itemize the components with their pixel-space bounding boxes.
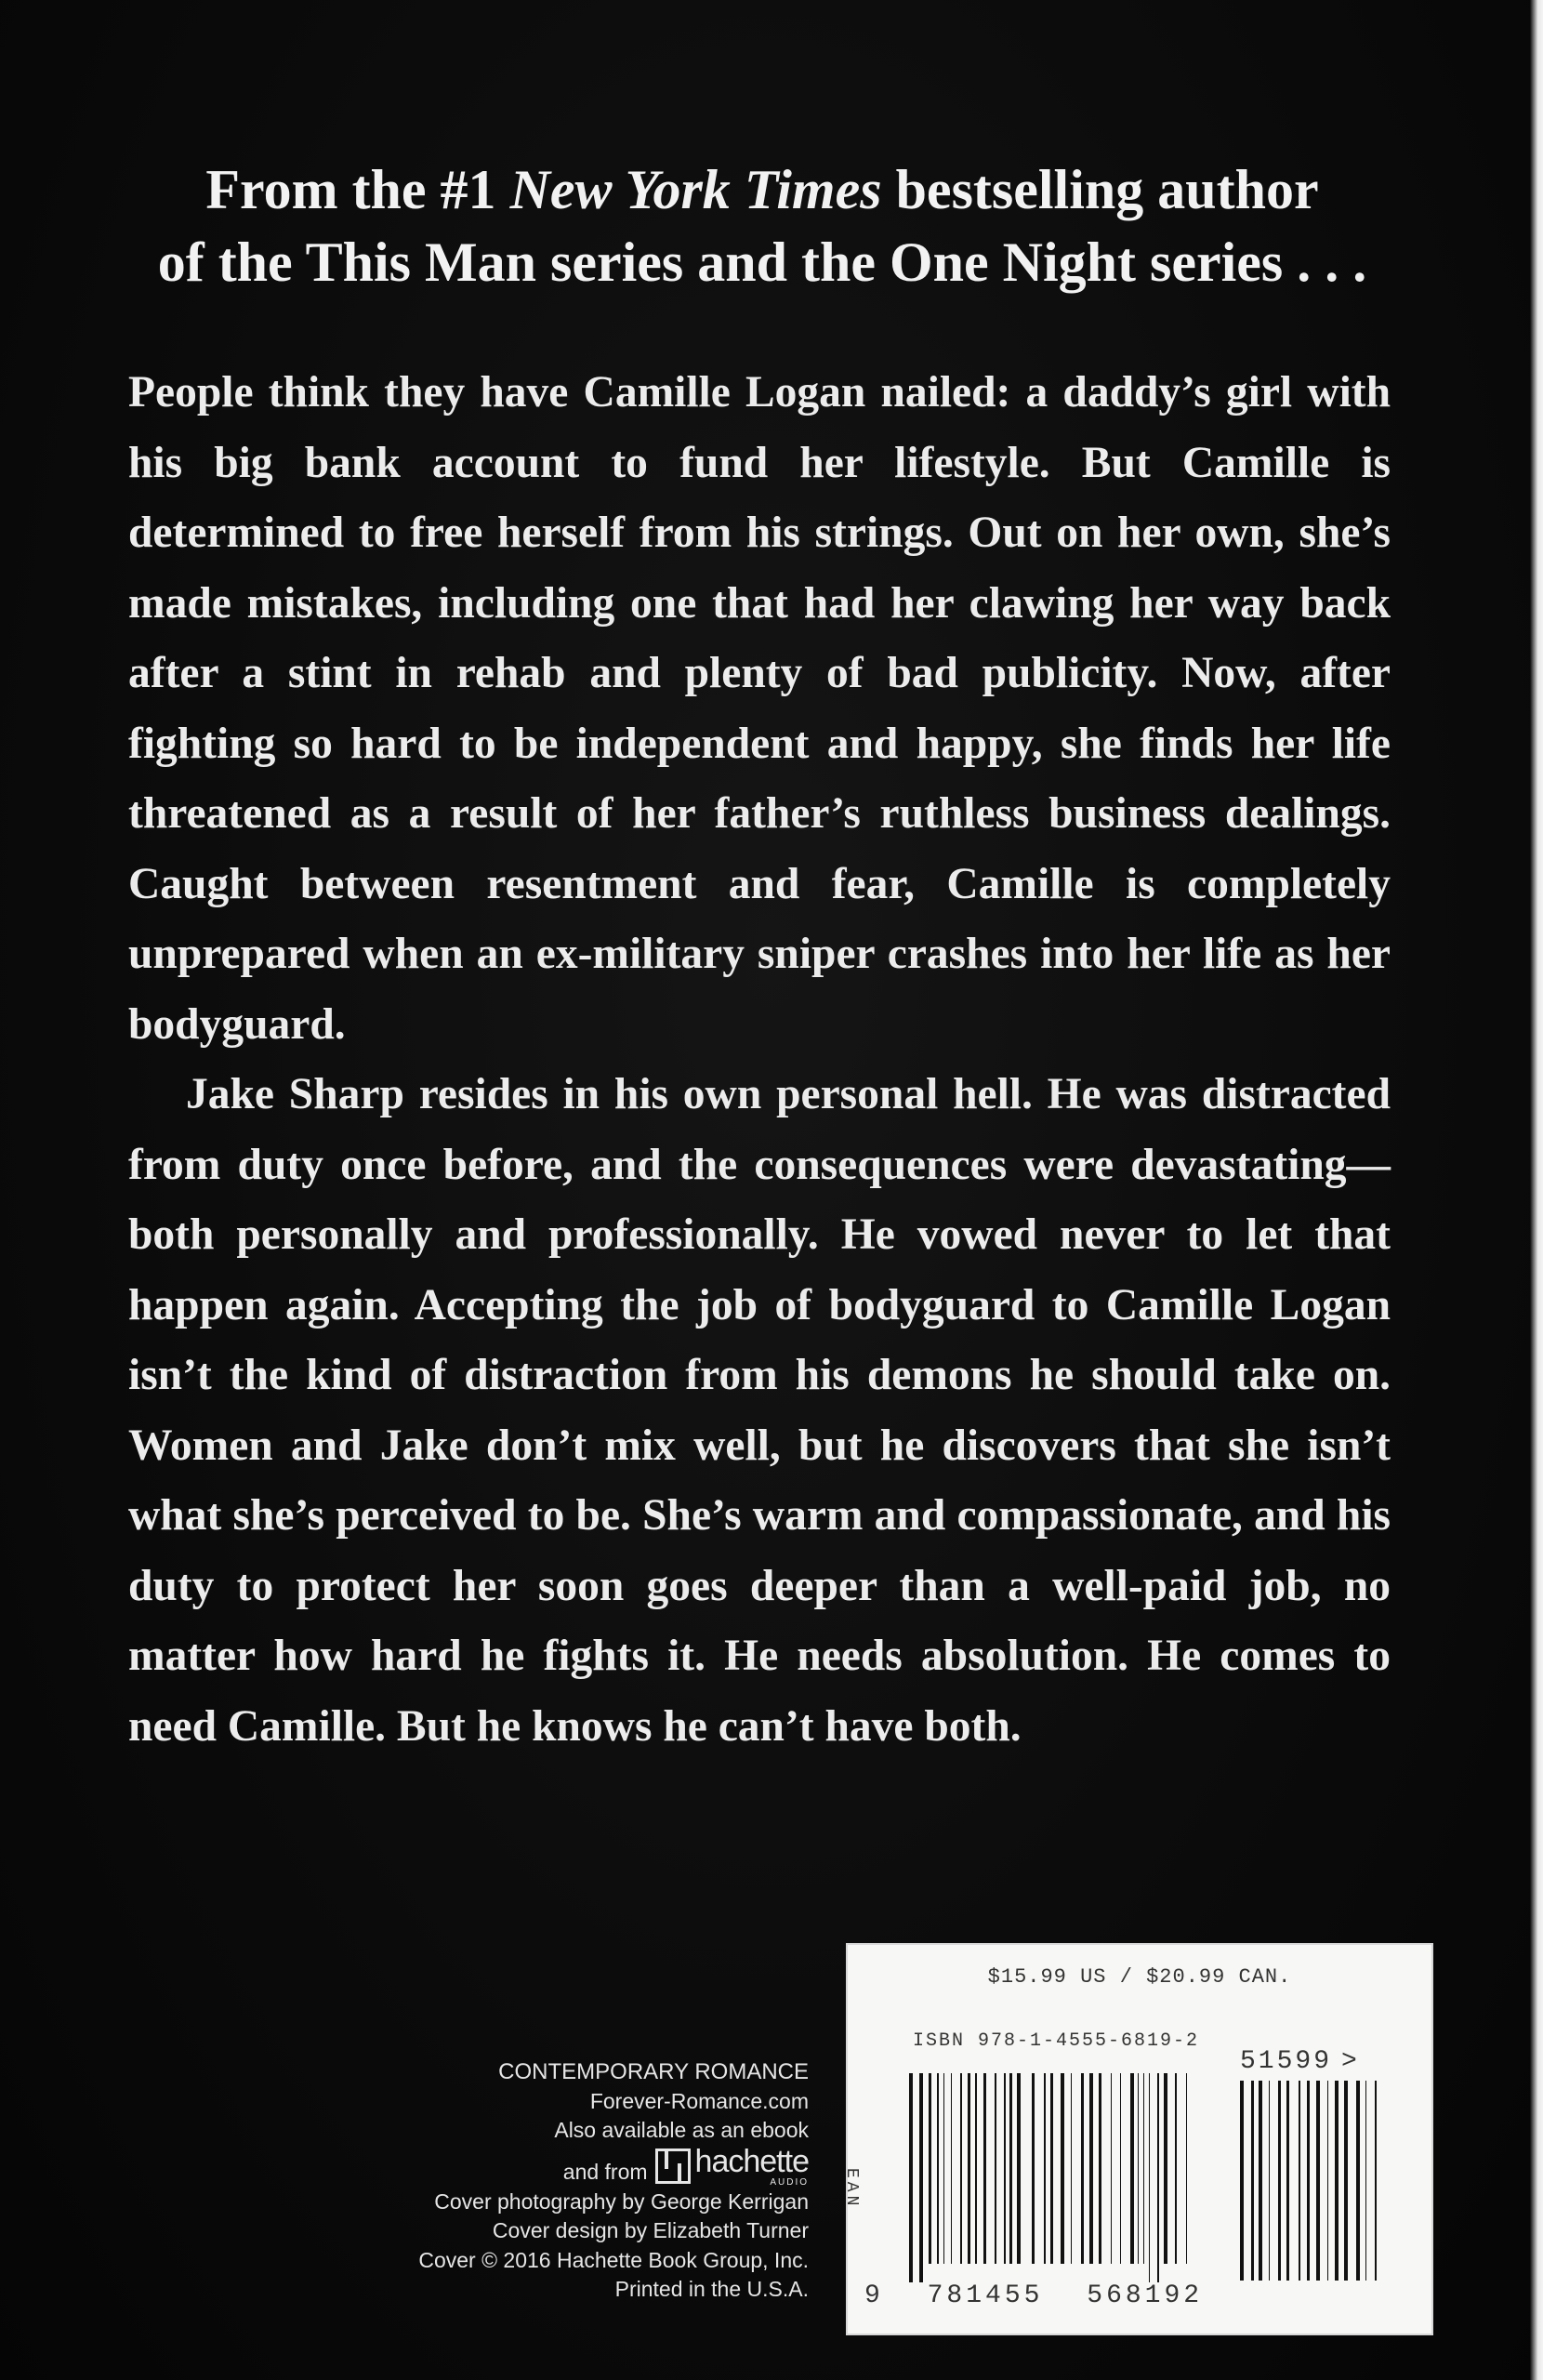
barcode-bar (1081, 2073, 1084, 2264)
logo-name: hachette (694, 2143, 809, 2179)
barcode-bar (1251, 2081, 1254, 2281)
barcode-bar (1259, 2081, 1262, 2281)
barcode-bar (1009, 2073, 1012, 2264)
price-code: 51599 > (1240, 2047, 1360, 2076)
ean-first-digit: 9 (864, 2281, 884, 2310)
barcode-bar (1186, 2073, 1187, 2264)
genre-label: CONTEMPORARY ROMANCE (498, 2059, 809, 2084)
barcode-bar (975, 2073, 977, 2264)
barcode-bar (968, 2073, 970, 2264)
blurb-paragraph-1: People think they have Camille Logan nailed: a daddy’s girl with his big bank account to fund her lifestyle. But Camille is determined to free herself from his strings. Out on her own, she’s made mistakes, including one that had her clawing her way back after a stint in rehab and plenty of bad publicity. Now, after fighting so hard to be independent and happy, she finds her life threatened as a result of her father’s ruthless business dealings. Caught between resentment and fear, Camille is completely unprepared when an ex-military sniper crashes into her life as her bodyguard. (128, 368, 1391, 1049)
barcode-bar (1240, 2081, 1244, 2281)
barcode-bar (919, 2073, 923, 2282)
price-label: $15.99 US / $20.99 CAN. (987, 1965, 1292, 1989)
ean-left-group: 781455 (927, 2281, 1044, 2310)
newspaper-name: New York Times (509, 159, 882, 220)
barcode-bar (1335, 2081, 1339, 2281)
barcode-bar (1327, 2081, 1328, 2281)
book-blurb (128, 358, 1391, 1762)
barcode-bar (1356, 2081, 1360, 2281)
barcode-bar (1017, 2073, 1021, 2264)
barcode-bar (1164, 2073, 1167, 2264)
and-from-label: and from (562, 2160, 648, 2184)
logo-sub: AUDIO (770, 2176, 809, 2188)
barcode-bar (1044, 2073, 1046, 2264)
tagline-line1: From the #1 New York Times bestselling author (205, 159, 1319, 220)
barcode-bar (1286, 2081, 1289, 2281)
barcode-bar (1130, 2073, 1134, 2264)
design-credit: Cover design by Elizabeth Turner (492, 2218, 809, 2242)
barcode-bar (1375, 2081, 1377, 2281)
barcode-bar (1299, 2081, 1300, 2281)
barcode-bar (1120, 2073, 1121, 2264)
hachette-h-icon (655, 2149, 691, 2184)
barcode-bar (1138, 2073, 1139, 2264)
barcode-bar (1111, 2073, 1112, 2264)
barcode-bar (929, 2073, 931, 2264)
barcode-bar (937, 2073, 939, 2264)
barcode-bar (909, 2073, 913, 2282)
barcode-bar (983, 2073, 986, 2264)
copyright-notice: Cover © 2016 Hachette Book Group, Inc. (418, 2247, 809, 2272)
printed-notice: Printed in the U.S.A. (614, 2277, 809, 2301)
ean-label: EAN (842, 2168, 861, 2210)
barcode-bar (1149, 2073, 1150, 2282)
website-link[interactable]: Forever-Romance.com (589, 2088, 809, 2113)
barcode-bar (1175, 2073, 1177, 2264)
photography-credit: Cover photography by George Kerrigan (434, 2188, 809, 2214)
ean-digits (864, 2281, 1203, 2310)
barcode-bar (1307, 2081, 1310, 2281)
barcode-panel (842, 1943, 1433, 2335)
price-barcode (1240, 2081, 1378, 2281)
barcode-bar (1050, 2073, 1053, 2264)
barcode-bar (1004, 2073, 1006, 2264)
ean-barcode (909, 2073, 1188, 2282)
barcode-bar (960, 2073, 962, 2264)
barcode-bar (951, 2073, 952, 2264)
blurb-paragraph-2: Jake Sharp resides in his own personal hell. He was distracted from duty once before, and the consequences were devastating—both personally and professionally. He vowed never to let that happen again. Accepting the job of bodyguard to Camille Logan isn’t the kind of distraction from his demons he should take on. Women and Jake don’t mix well, but he discovers that she isn’t what she’s perceived to be. She’s warm and compassionate, and his duty to protect her soon goes deeper than a well-paid job, no matter how hard he fights it. He needs absolution. He comes to need Camille. But he knows he can’t have both. (128, 1070, 1391, 1751)
barcode-bar (1143, 2073, 1144, 2264)
publisher-credits (297, 2057, 809, 2305)
barcode-bar (1316, 2081, 1320, 2281)
author-tagline (112, 153, 1413, 298)
ean-right-group: 568192 (1087, 2281, 1204, 2310)
arrow-icon: > (1341, 2047, 1360, 2076)
barcode-bar (1365, 2081, 1366, 2281)
hachette-audio-logo (655, 2143, 809, 2188)
barcode-bar (1344, 2081, 1348, 2281)
barcode-bar (1032, 2073, 1035, 2264)
barcode-bar (1099, 2073, 1101, 2264)
barcode-bar (943, 2073, 944, 2264)
barcode-bar (1061, 2073, 1064, 2264)
barcode-bar (1157, 2073, 1159, 2282)
audio-line (297, 2143, 809, 2188)
tagline-line2: of the This Man series and the One Night series . . . (157, 231, 1367, 293)
barcode-bar (1071, 2073, 1072, 2264)
barcode-bar (1278, 2081, 1281, 2281)
barcode-bar (1269, 2081, 1270, 2281)
barcode-bar (995, 2073, 996, 2264)
isbn-label: ISBN 978-1-4555-6819-2 (913, 2030, 1200, 2052)
ebook-note: Also available as an ebook (554, 2118, 809, 2142)
page-edge (1530, 0, 1543, 2380)
barcode-bar (1089, 2073, 1093, 2264)
